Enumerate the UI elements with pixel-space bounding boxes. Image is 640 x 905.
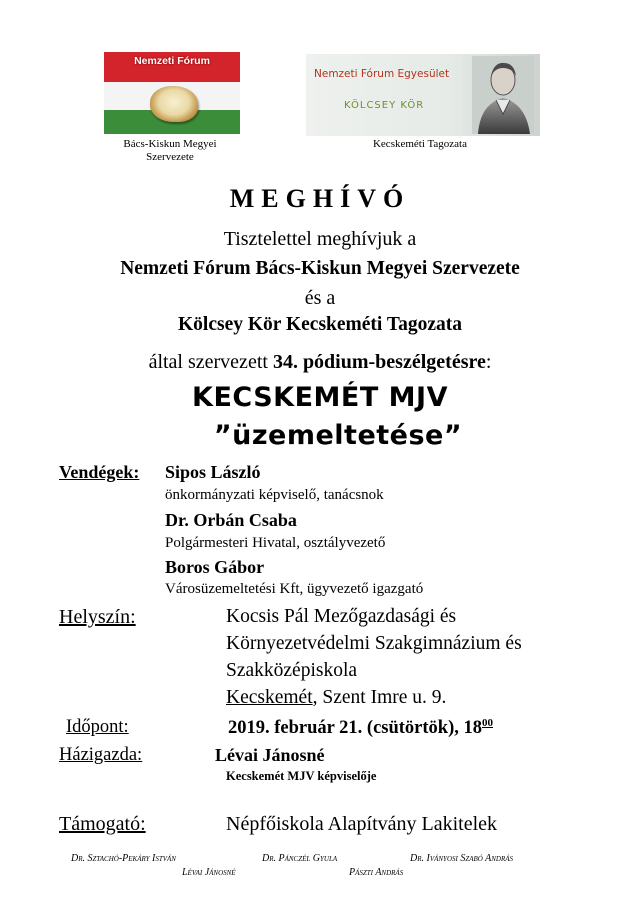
- time-date: 2019. február 21. (csütörtök), 18: [228, 718, 483, 739]
- organizer-2: Kölcsey Kör Kecskeméti Tagozata: [178, 314, 462, 335]
- intro-line: Tisztelettel meghívjuk a: [223, 228, 417, 250]
- footer-name: Pászti András: [349, 867, 404, 878]
- footer-name: Lévai Jánosné: [182, 867, 236, 878]
- venue-line: Kocsis Pál Mezőgazdasági és: [226, 606, 457, 627]
- footer-name: Dr. Iványosi Szabó András: [410, 853, 514, 864]
- logo-right-caption: Kecskeméti Tagozata: [372, 138, 467, 150]
- page-title: MEGHÍVÓ: [229, 184, 411, 213]
- time-value: [228, 717, 493, 739]
- time-minutes: 00: [482, 717, 494, 729]
- venue-city: Kecskemét: [226, 687, 313, 708]
- event-line-pre: által szervezett: [148, 351, 268, 373]
- venue-street: , Szent Imre u. 9.: [312, 687, 447, 708]
- guests-label: Vendégek:: [59, 462, 140, 482]
- venue-label: Helyszín:: [59, 606, 136, 628]
- bread-icon: [150, 86, 198, 122]
- venue-line: Környezetvédelmi Szakgimnázium és: [226, 633, 522, 654]
- guest-role: önkormányzati képviselő, tanácsnok: [165, 487, 384, 503]
- topic-subtitle: ”üzemeltetése”: [213, 420, 463, 451]
- kolcsey-kor-logo: [306, 54, 540, 136]
- event-line-post: :: [485, 351, 492, 373]
- logo-right-subtitle: KÖLCSEY KÖR: [344, 100, 425, 111]
- logo-right-title: Nemzeti Fórum Egyesület: [314, 68, 450, 80]
- host-name: Lévai Jánosné: [215, 745, 325, 765]
- intro-and: és a: [304, 287, 336, 309]
- guest-role: Polgármesteri Hivatal, osztályvezető: [165, 535, 386, 551]
- sponsor-label: Támogató:: [59, 813, 146, 835]
- logo-left-title: Nemzeti Fórum: [134, 55, 210, 67]
- event-line: [0, 351, 640, 374]
- guest-name: Dr. Orbán Csaba: [165, 510, 297, 530]
- portrait-icon: [472, 56, 534, 134]
- venue-address: [226, 687, 446, 709]
- topic-title: KECSKEMÉT MJV: [192, 382, 448, 413]
- guest-name: Sipos László: [165, 462, 261, 482]
- footer-name: Dr. Sztachó-Pekáry István: [71, 853, 176, 864]
- guest-name: Boros Gábor: [165, 557, 265, 577]
- organizer-1: Nemzeti Fórum Bács-Kiskun Megyei Szervezete: [120, 258, 520, 279]
- host-role: Kecskemét MJV képviselője: [226, 769, 377, 783]
- footer-name: Dr. Pánczél Gyula: [262, 853, 338, 864]
- time-label: Időpont:: [66, 717, 129, 737]
- venue-line: Szakközépiskola: [226, 660, 358, 681]
- guest-role: Városüzemeltetési Kft, ügyvezető igazgató: [165, 581, 424, 597]
- nemzeti-forum-logo: [104, 52, 240, 134]
- event-number: 34. pódium-beszélgetésre: [272, 351, 486, 373]
- sponsor-value: Népfőiskola Alapítvány Lakitelek: [226, 813, 498, 835]
- logo-left-caption: Bács-Kiskun Megyei Szervezete: [123, 138, 217, 163]
- host-label: Házigazda:: [59, 745, 143, 765]
